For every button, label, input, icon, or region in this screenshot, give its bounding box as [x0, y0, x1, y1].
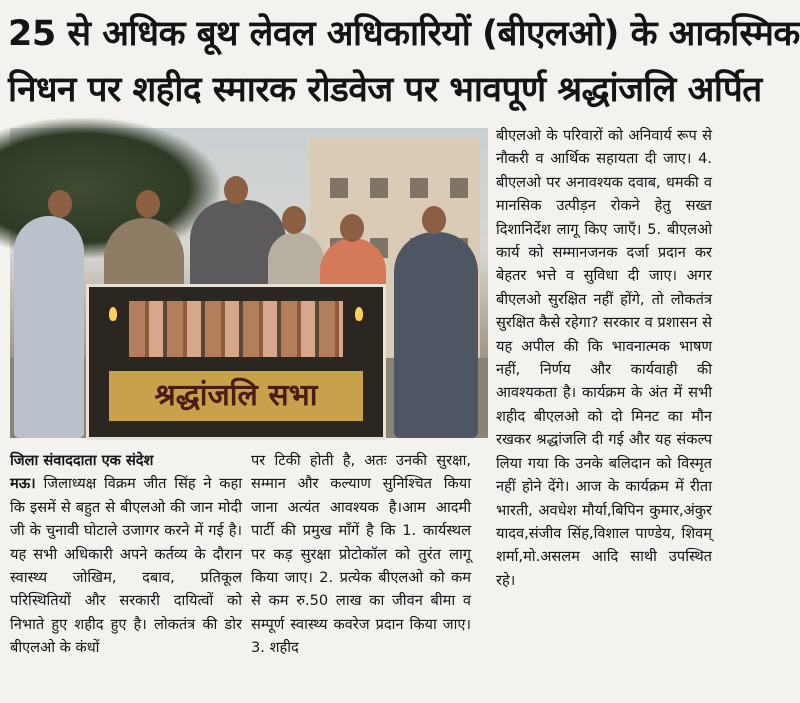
- column-2-text: पर टिकी होती है, अतः उनकी सुरक्षा, सम्मान और कल्याण सुनिश्चित किया जाना अत्यंत आवश्यक है।आम आदमी पार्टी की प्रमुख माँगें है कि 1. कार्यस्थल पर कड़ सुरक्षा प्रोटोकॉल को तुरंत लागू किया जाए। 2. प्रत्येक बीएलओ को कम से कम रु.50 लाख का जीवन बीमा व सम्पूर्ण स्वास्थ्य कवरेज प्रदान किया जाए। 3. शहीद: [251, 452, 471, 657]
- person: [394, 232, 478, 438]
- news-photo: [10, 128, 488, 438]
- person: [14, 216, 84, 438]
- article-column-3: [496, 124, 712, 592]
- article-column-2: [251, 449, 471, 660]
- banner-title: श्रद्धांजलि सभा: [109, 371, 363, 421]
- headline-line-1: 25 से अधिक बूथ लेवल अधिकारियों (बीएलओ) के आकस्मिक: [8, 14, 800, 54]
- headline-line-2: निधन पर शहीद स्मारक रोडवेज पर भावपूर्ण श्रद्धांजलि अर्पित: [8, 70, 762, 110]
- byline: जिला संवाददाता एक संदेश: [10, 452, 154, 469]
- portrait-strip: [129, 301, 343, 357]
- article-column-1: [10, 449, 242, 660]
- dateline: मऊ।: [10, 475, 36, 493]
- column-1-text: जिलाध्यक्ष विक्रम जीत सिंह ने कहा कि इसमें से बहुत से बीएलओ की जान मोदी जी के चुनावी घोटाले उजागर करने में गई है। यह सभी अधिकारी अपने कर्तव्य के दौरान स्वास्थ्य जोखिम, दबाव, प्रतिकूल परिस्थितियों और सरकारी दायित्वों को निभाते हुए शहीद हुए है। लोकतंत्र की डोर बीएलओ के कंधों: [10, 475, 242, 657]
- tribute-banner: [86, 284, 386, 440]
- headline: [8, 6, 800, 118]
- column-3-text: बीएलओ के परिवारों को अनिवार्य रूप से नौकरी व आर्थिक सहायता दी जाए। 4. बीएलओ पर अनावश्यक दवाब, धमकी व मानसिक उत्पीड़न रोकने हेतु सख्त दिशानिर्देश लागू किए जाएँ। 5. बीएलओ कार्य को सम्मानजनक दर्जा प्रदान कर बेहतर भत्ते व सुविधा दी जाए। अगर बीएलओ सुरक्षित नहीं होंगे, तो लोकतंत्र सुरक्षित कैसे रहेगा? सरकार व प्रशासन से यह अपील की कि भावनात्मक भाषण नहीं, निर्णय और कार्यवाही की आवश्यकता है। कार्यक्रम के अंत में सभी शहीद बीएलओ को दो मिनट का मौन रखकर श्रद्धांजलि दी गई और यह संकल्प लिया गया कि उनके बलिदान को विस्मृत नहीं होने देंगे। आज के कार्यक्रम में रीता भारती, अवधेश मौर्या,बिपिन कुमार,अंकुर यादव,संजीव सिंह,विशाल पाण्डेय, शिवम् शर्मा,मो.असलम आदि साथी उपस्थित रहे।: [496, 127, 712, 589]
